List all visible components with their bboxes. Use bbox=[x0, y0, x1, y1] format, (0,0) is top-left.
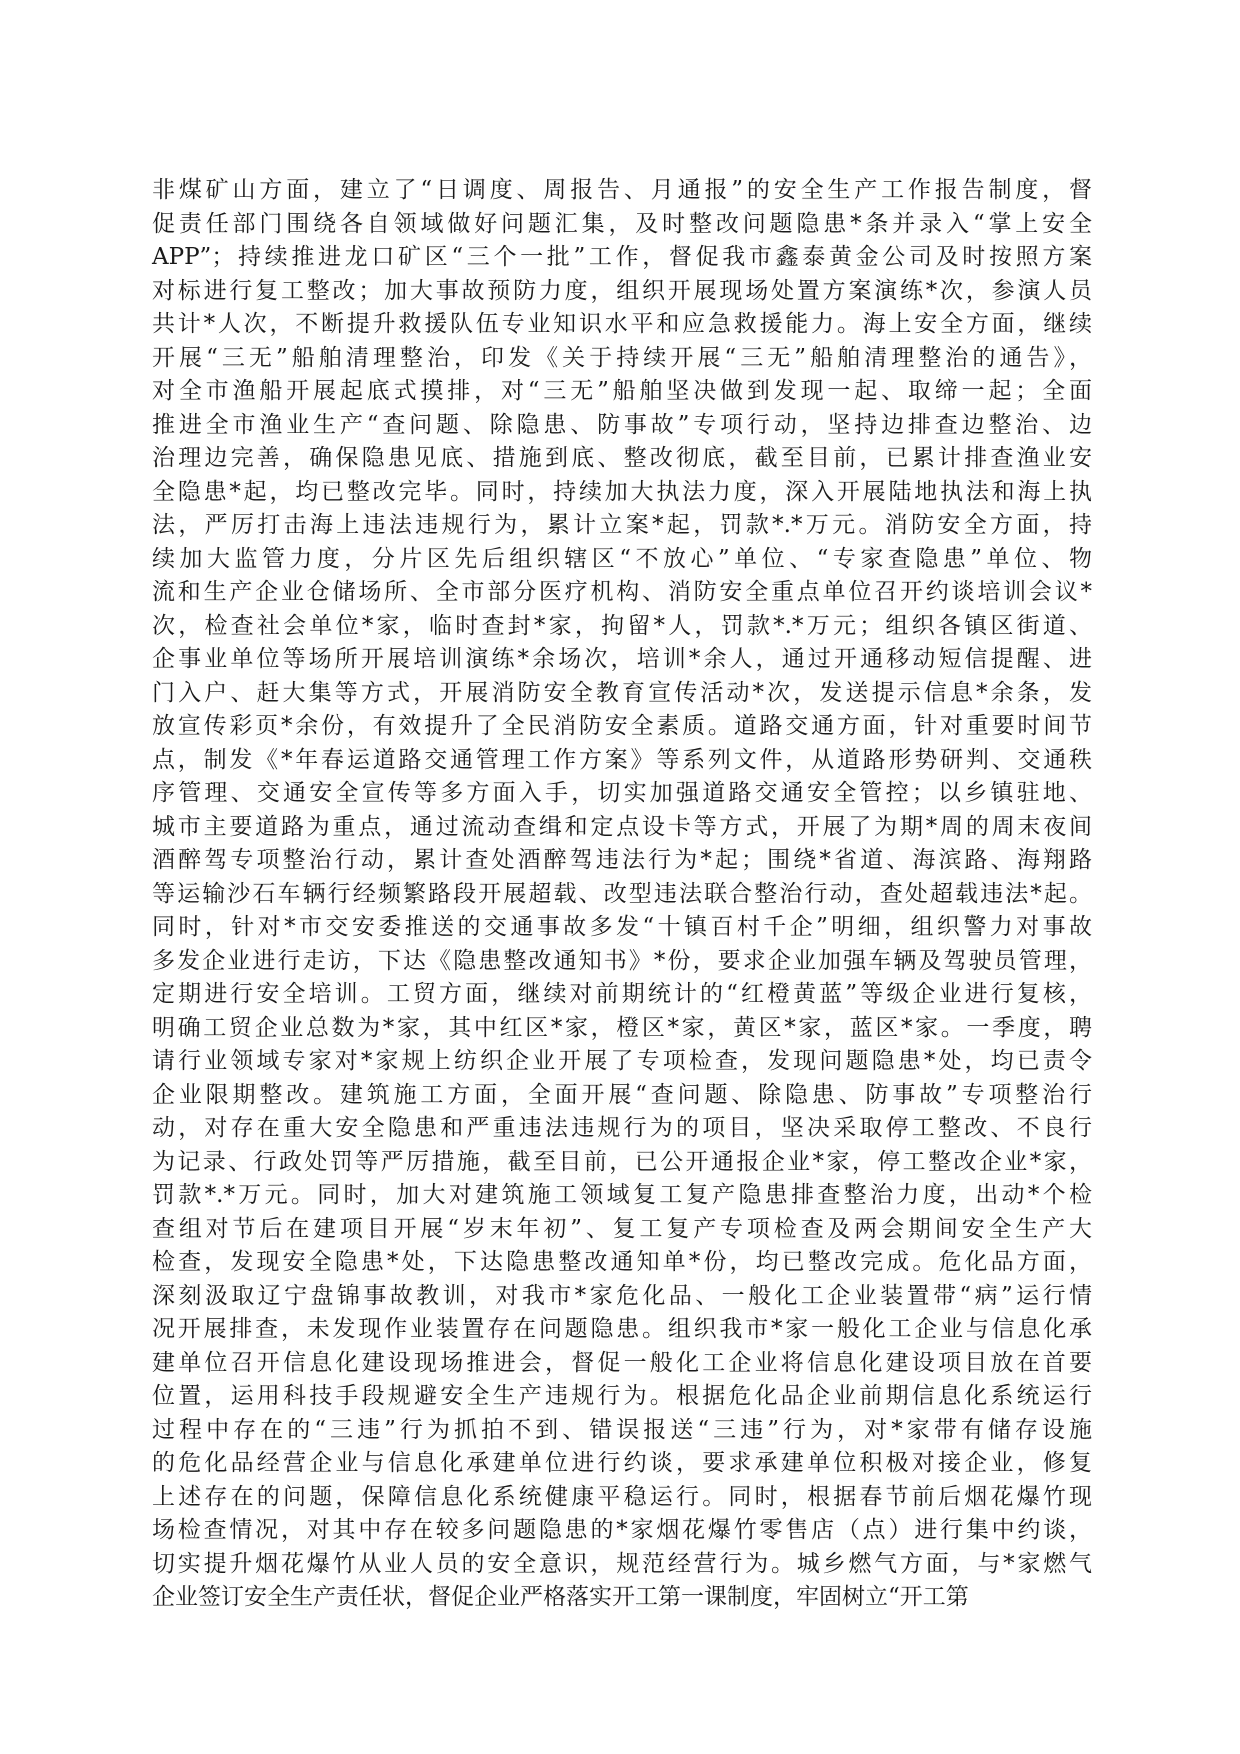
text-line: 对全市渔船开展起底式摸排，对“三无”船舶坚决做到发现一起、取缔一起；全面 bbox=[152, 378, 1092, 404]
text-line: 酒醉驾专项整治行动，累计查处酒醉驾违法行为*起；围绕*省道、海滨路、海翔路 bbox=[152, 847, 1092, 873]
text-line: 明确工贸企业总数为*家，其中红区*家，橙区*家，黄区*家，蓝区*家。一季度，聘 bbox=[152, 1014, 1092, 1041]
text-line: 同时，针对*市交安委推送的交通事故多发“十镇百村千企”明细，组织警力对事故 bbox=[152, 914, 1092, 940]
text-line: 的危化品经营企业与信息化承建单位进行约谈，要求承建单位积极对接企业，修复 bbox=[152, 1450, 1092, 1476]
text-line: 推进全市渔业生产“查问题、除隐患、防事故”专项行动，坚持边排查边整治、边 bbox=[152, 411, 1092, 438]
text-line: 放宣传彩页*余份，有效提升了全民消防安全素质。道路交通方面，针对重要时间节 bbox=[152, 713, 1092, 739]
text-line: APP”；持续推进龙口矿区“三个一批”工作，督促我市鑫泰黄金公司及时按照方案 bbox=[152, 244, 1092, 270]
text-line: 城市主要道路为重点，通过流动查缉和定点设卡等方式，开展了为期*周的周末夜间 bbox=[152, 813, 1092, 840]
text-line: 位置，运用科技手段规避安全生产违规行为。根据危化品企业前期信息化系统运行 bbox=[152, 1383, 1092, 1409]
text-line: 切实提升烟花爆竹从业人员的安全意识，规范经营行为。城乡燃气方面，与*家燃气 bbox=[152, 1550, 1092, 1577]
text-line: 开展“三无”船舶清理整治，印发《关于持续开展“三无”船舶清理整治的通告》， bbox=[152, 344, 1092, 371]
text-line: 过程中存在的“三违”行为抓拍不到、错误报送“三违”行为，对*家带有储存设施 bbox=[152, 1416, 1092, 1443]
text-line: 请行业领域专家对*家规上纺织企业开展了专项检查，发现问题隐患*处，均已责令 bbox=[152, 1048, 1092, 1074]
text-line: 动，对存在重大安全隐患和严重违法违规行为的项目，坚决采取停工整改、不良行 bbox=[152, 1115, 1092, 1141]
text-line: 为记录、行政处罚等严厉措施，截至目前，已公开通报企业*家，停工整改企业*家， bbox=[152, 1148, 1092, 1175]
text-line: 序管理、交通安全宣传等多方面入手，切实加强道路交通安全管控；以乡镇驻地、 bbox=[152, 780, 1092, 806]
text-line: 罚款*.*万元。同时，加大对建筑施工领域复工复产隐患排查整治力度，出动*个检 bbox=[152, 1182, 1092, 1208]
text-line: 非煤矿山方面，建立了“日调度、周报告、月通报”的安全生产工作报告制度，督 bbox=[152, 177, 1092, 203]
text-line: 上述存在的问题，保障信息化系统健康平稳运行。同时，根据春节前后烟花爆竹现 bbox=[152, 1483, 1092, 1510]
body-paragraph bbox=[152, 174, 1092, 1615]
text-line: 建单位召开信息化建设现场推进会，督促一般化工企业将信息化建设项目放在首要 bbox=[152, 1349, 1092, 1376]
text-line: 定期进行安全培训。工贸方面，继续对前期统计的“红橙黄蓝”等级企业进行复核， bbox=[152, 981, 1092, 1007]
text-line: 等运输沙石车辆行经频繁路段开展超载、改型违法联合整治行动，查处超载违法*起。 bbox=[152, 880, 1092, 907]
text-line: 治理边完善，确保隐患见底、措施到底、整改彻底，截至目前，已累计排查渔业安 bbox=[152, 445, 1092, 471]
text-line: 查组对节后在建项目开展“岁末年初”、复工复产专项检查及两会期间安全生产大 bbox=[152, 1215, 1092, 1242]
text-line: 对标进行复工整改；加大事故预防力度，组织开展现场处置方案演练*次，参演人员 bbox=[152, 277, 1092, 304]
text-line: 企事业单位等场所开展培训演练*余场次，培训*余人，通过开通移动短信提醒、进 bbox=[152, 646, 1092, 672]
text-line: 共计*人次，不断提升救援队伍专业知识水平和应急救援能力。海上安全方面，继续 bbox=[152, 311, 1092, 337]
text-line: 全隐患*起，均已整改完毕。同时，持续加大执法力度，深入开展陆地执法和海上执 bbox=[152, 478, 1092, 505]
text-line: 门入户、赶大集等方式，开展消防安全教育宣传活动*次，发送提示信息*余条，发 bbox=[152, 679, 1092, 706]
text-line: 法，严厉打击海上违法违规行为，累计立案*起，罚款*.*万元。消防安全方面，持 bbox=[152, 512, 1092, 538]
text-line: 深刻汲取辽宁盘锦事故教训，对我市*家危化品、一般化工企业装置带“病”运行情 bbox=[152, 1282, 1092, 1309]
text-line: 多发企业进行走访，下达《隐患整改通知书》*份，要求企业加强车辆及驾驶员管理， bbox=[152, 947, 1092, 974]
text-line: 续加大监管力度，分片区先后组织辖区“不放心”单位、“专家查隐患”单位、物 bbox=[152, 545, 1092, 572]
text-line: 检查，发现安全隐患*处，下达隐患整改通知单*份，均已整改完成。危化品方面， bbox=[152, 1249, 1092, 1275]
text-line: 促责任部门围绕各自领域做好问题汇集，及时整改问题隐患*条并录入“掌上安全 bbox=[152, 210, 1092, 237]
text-line: 况开展排查，未发现作业装置存在问题隐患。组织我市*家一般化工企业与信息化承 bbox=[152, 1316, 1092, 1342]
text-line: 场检查情况，对其中存在较多问题隐患的*家烟花爆竹零售店（点）进行集中约谈， bbox=[152, 1517, 1092, 1543]
text-line: 企业签订安全生产责任状，督促企业严格落实开工第一课制度，牢固树立“开工第 bbox=[152, 1584, 969, 1610]
text-line: 流和生产企业仓储场所、全市部分医疗机构、消防安全重点单位召开约谈培训会议* bbox=[152, 579, 1092, 605]
text-line: 点，制发《*年春运道路交通管理工作方案》等系列文件，从道路形势研判、交通秩 bbox=[152, 746, 1092, 773]
text-line: 次，检查社会单位*家，临时查封*家，拘留*人，罚款*.*万元；组织各镇区街道、 bbox=[152, 612, 1092, 639]
text-line: 企业限期整改。建筑施工方面，全面开展“查问题、除隐患、防事故”专项整治行 bbox=[152, 1081, 1092, 1108]
